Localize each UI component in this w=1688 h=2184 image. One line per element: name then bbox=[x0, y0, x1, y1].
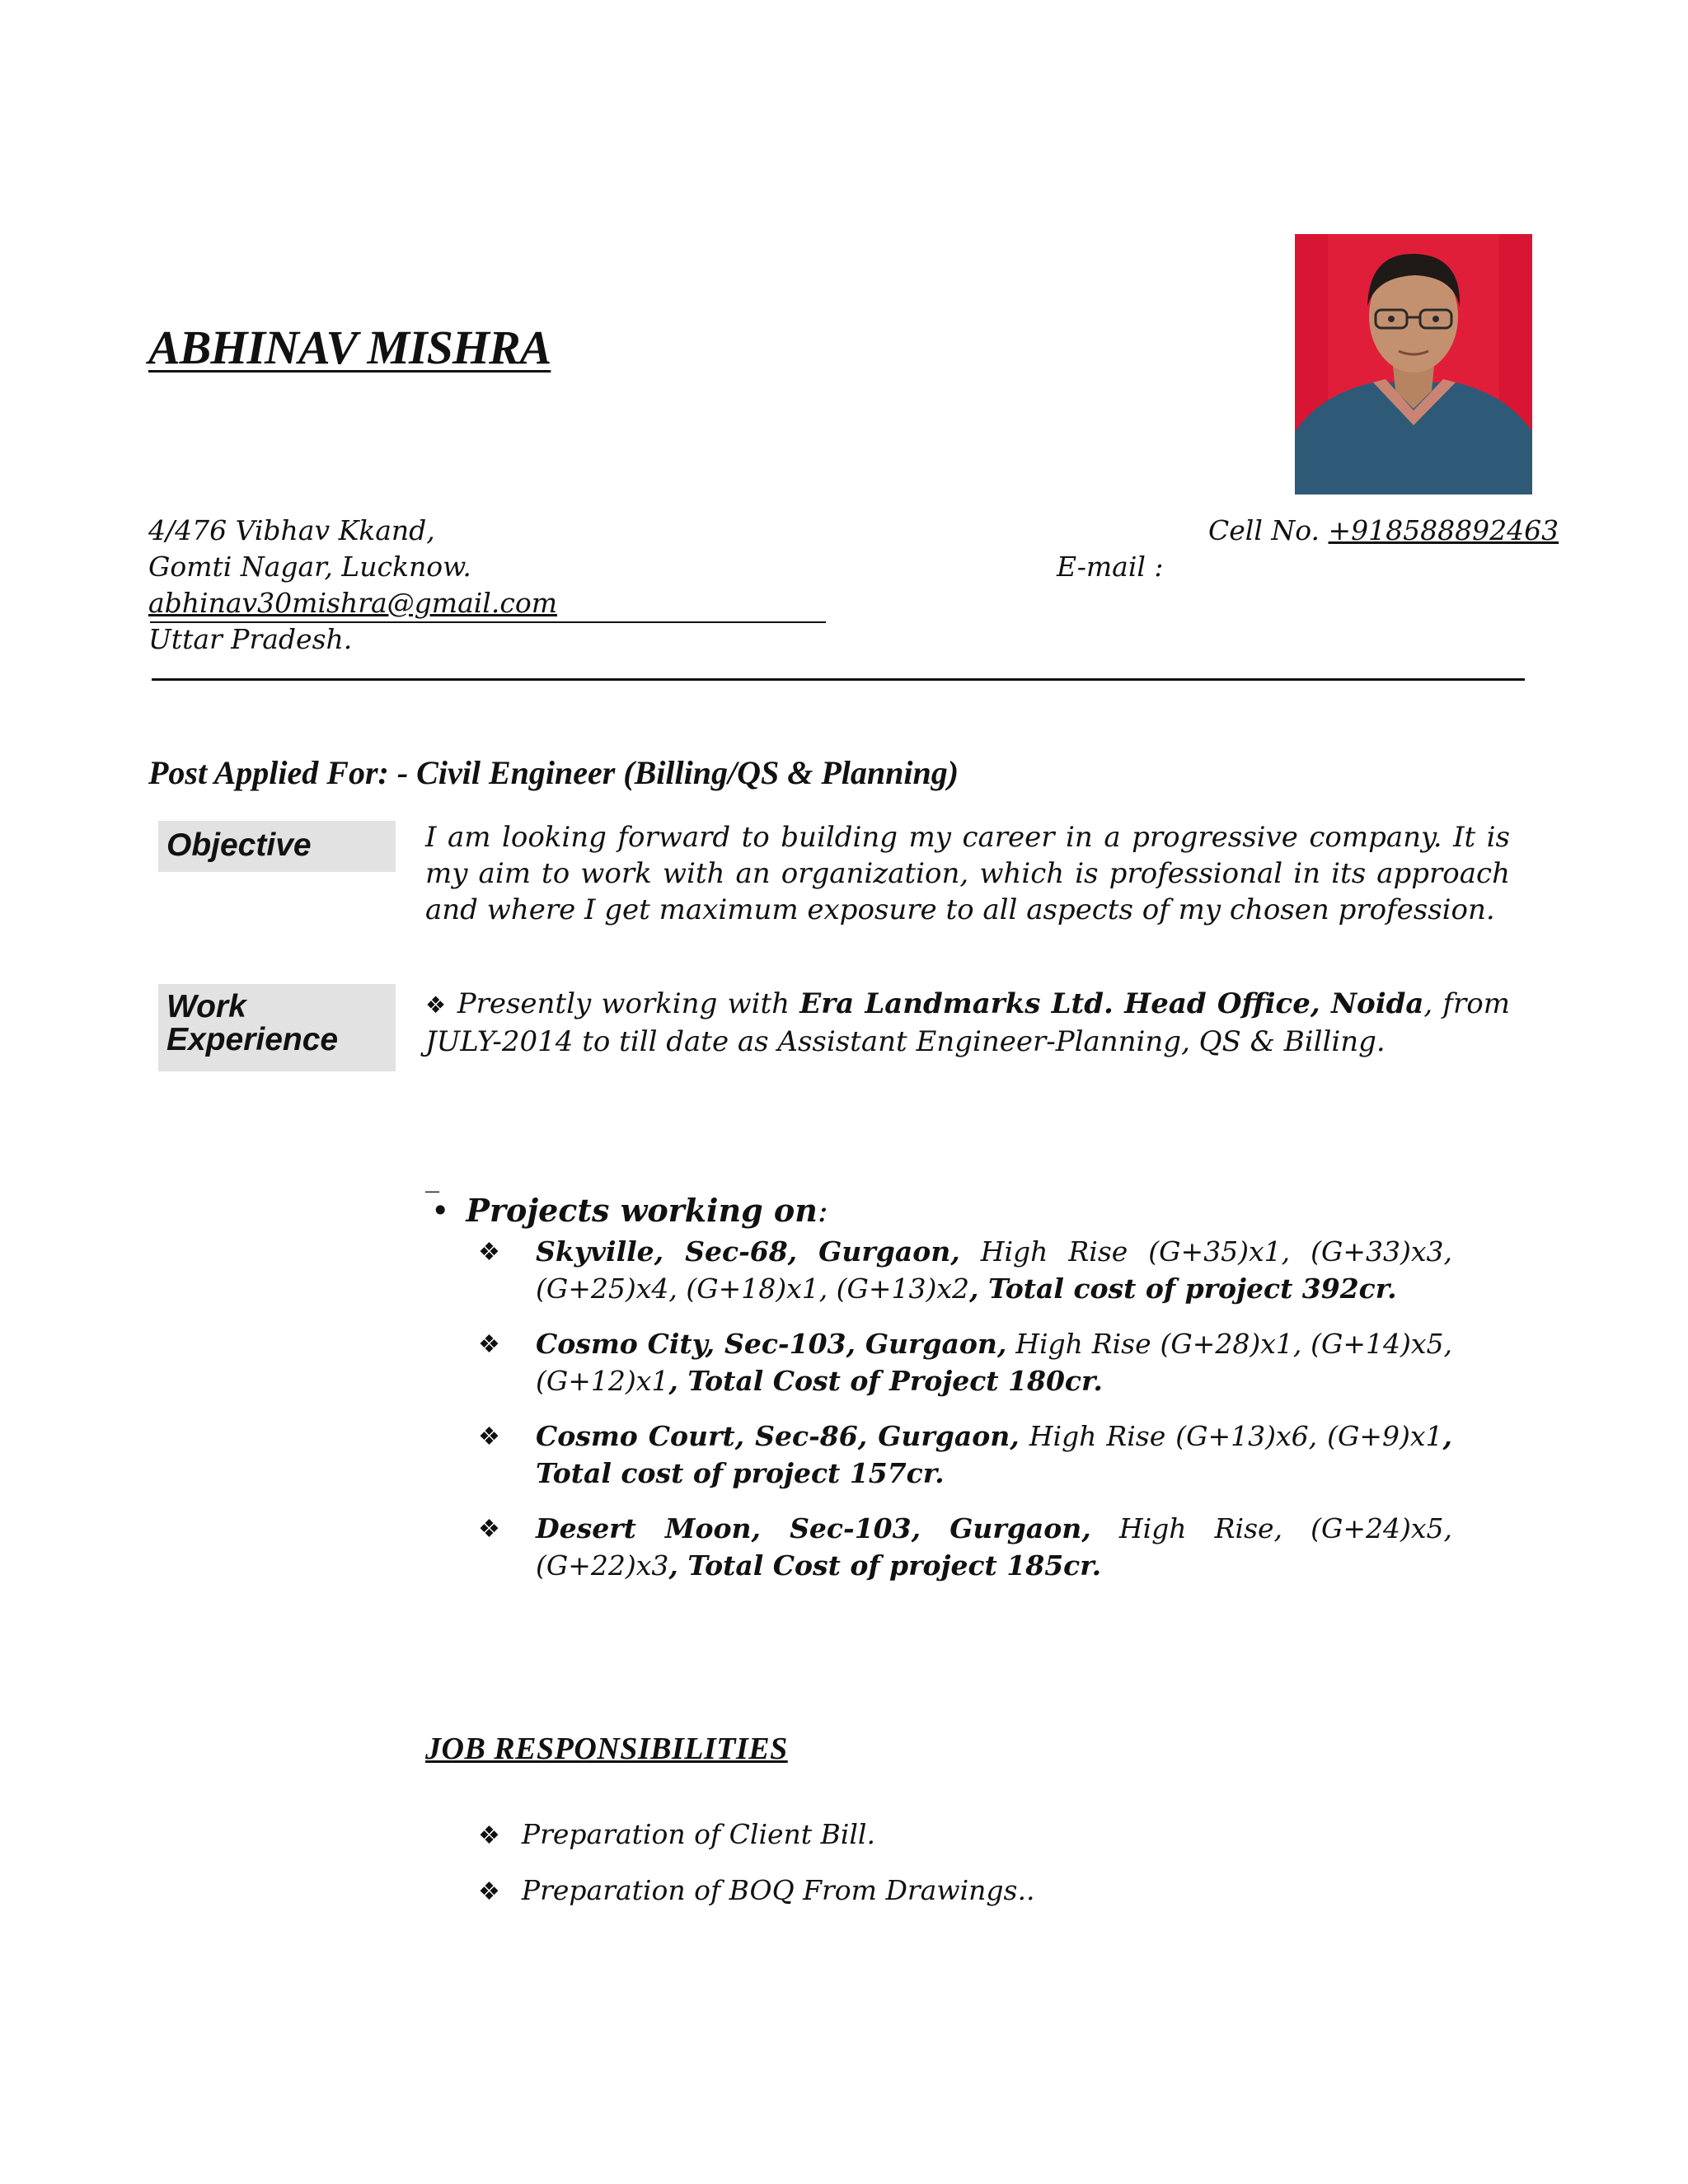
work-experience-label-line2: Experience bbox=[166, 1022, 339, 1057]
diamond-bullet-icon: ❖ bbox=[425, 991, 448, 1019]
project-detail: High Rise (G+13)x6, (G+9)x1 bbox=[1019, 1420, 1443, 1452]
project-cost: , Total cost of project 157cr. bbox=[536, 1420, 1452, 1489]
job-responsibilities-heading bbox=[425, 1731, 788, 1767]
projects-heading-text: Projects working on bbox=[466, 1192, 818, 1229]
diamond-bullet-icon: ❖ bbox=[478, 1330, 500, 1359]
email-label: E-mail : bbox=[1057, 551, 1164, 583]
projects-heading-colon: : bbox=[817, 1193, 828, 1229]
project-name: Desert Moon, Sec-103, Gurgaon, bbox=[536, 1512, 1091, 1544]
project-cost: , Total Cost of project 185cr. bbox=[668, 1549, 1102, 1582]
diamond-bullet-icon: ❖ bbox=[478, 1821, 500, 1850]
header-divider bbox=[152, 678, 1525, 681]
project-name: Cosmo City, Sec-103, Gurgaon, bbox=[536, 1328, 1007, 1360]
separator-dash: _ bbox=[425, 1160, 439, 1193]
experience-text bbox=[425, 986, 1510, 1060]
experience-company: Era Landmarks Ltd. Head Office, Noida bbox=[799, 987, 1424, 1020]
bullet-dot-icon: • bbox=[431, 1193, 450, 1229]
diamond-bullet-icon: ❖ bbox=[478, 1238, 500, 1267]
diamond-bullet-icon: ❖ bbox=[478, 1515, 500, 1544]
objective-label bbox=[158, 821, 396, 872]
objective-text: I am looking forward to building my career in a progressive company. It is my aim to work with an organization, which is professional in its approach and where I get maximum exposure to all aspects of my chosen profession. bbox=[425, 821, 1510, 926]
list-item bbox=[478, 1874, 1034, 1906]
project-detail: High Rise (G+28)x1, (G+14)x5, (G+12)x1 bbox=[536, 1328, 1452, 1397]
project-marker-3 bbox=[478, 1422, 500, 1451]
work-experience-label-line1: Work bbox=[166, 989, 246, 1024]
responsibility-text: Preparation of BOQ From Drawings.. bbox=[521, 1874, 1035, 1906]
list-item bbox=[536, 1325, 1452, 1399]
experience-intro: Presently working with bbox=[457, 987, 790, 1020]
person-portrait-icon bbox=[1295, 234, 1532, 494]
address-line-4: Uttar Pradesh. bbox=[148, 623, 353, 655]
cell-label: Cell No. bbox=[1208, 514, 1320, 546]
profile-photo bbox=[1295, 234, 1532, 494]
objective-label-text: Objective bbox=[166, 827, 312, 863]
project-name: Skyville, Sec-68, Gurgaon, bbox=[536, 1235, 960, 1268]
candidate-name: ABHINAV MISHRA bbox=[148, 321, 551, 374]
address-line-2: Gomti Nagar, Lucknow. bbox=[148, 551, 471, 583]
post-applied: Post Applied For: - Civil Engineer (Billing/QS & Planning) bbox=[148, 754, 959, 791]
address-line-1: 4/476 Vibhav Kkand, bbox=[148, 514, 435, 546]
cell-value[interactable]: +918588892463 bbox=[1328, 514, 1559, 546]
list-item bbox=[536, 1418, 1452, 1492]
projects-heading bbox=[431, 1192, 828, 1229]
job-responsibilities-heading-text: JOB RESPONSIBILITIES bbox=[425, 1732, 788, 1766]
diamond-bullet-icon: ❖ bbox=[478, 1877, 500, 1906]
responsibility-text: Preparation of Client Bill. bbox=[521, 1818, 875, 1850]
project-detail: High Rise, (G+24)x5, (G+22)x3 bbox=[536, 1512, 1452, 1582]
project-name: Cosmo Court, Sec-86, Gurgaon, bbox=[536, 1420, 1020, 1452]
list-item bbox=[536, 1233, 1452, 1307]
project-marker-4 bbox=[478, 1515, 500, 1544]
project-marker-1 bbox=[478, 1238, 500, 1267]
cell-number bbox=[1208, 514, 1559, 546]
work-experience-label bbox=[158, 984, 396, 1071]
project-cost: , Total Cost of Project 180cr. bbox=[668, 1365, 1103, 1397]
project-detail: High Rise (G+35)x1, (G+33)x3,(G+25)x4, (G+18)x1, (G+13)x2 bbox=[536, 1235, 1453, 1305]
list-item bbox=[478, 1818, 875, 1850]
project-marker-2 bbox=[478, 1330, 500, 1359]
project-cost: , Total cost of project 392cr. bbox=[969, 1272, 1397, 1305]
list-item bbox=[536, 1510, 1452, 1584]
email-link[interactable]: abhinav30mishra@gmail.com bbox=[148, 587, 557, 619]
diamond-bullet-icon: ❖ bbox=[478, 1422, 500, 1451]
experience-rest: , from JULY-2014 to till date as Assistant Engineer-Planning, QS & Billing. bbox=[425, 987, 1510, 1058]
